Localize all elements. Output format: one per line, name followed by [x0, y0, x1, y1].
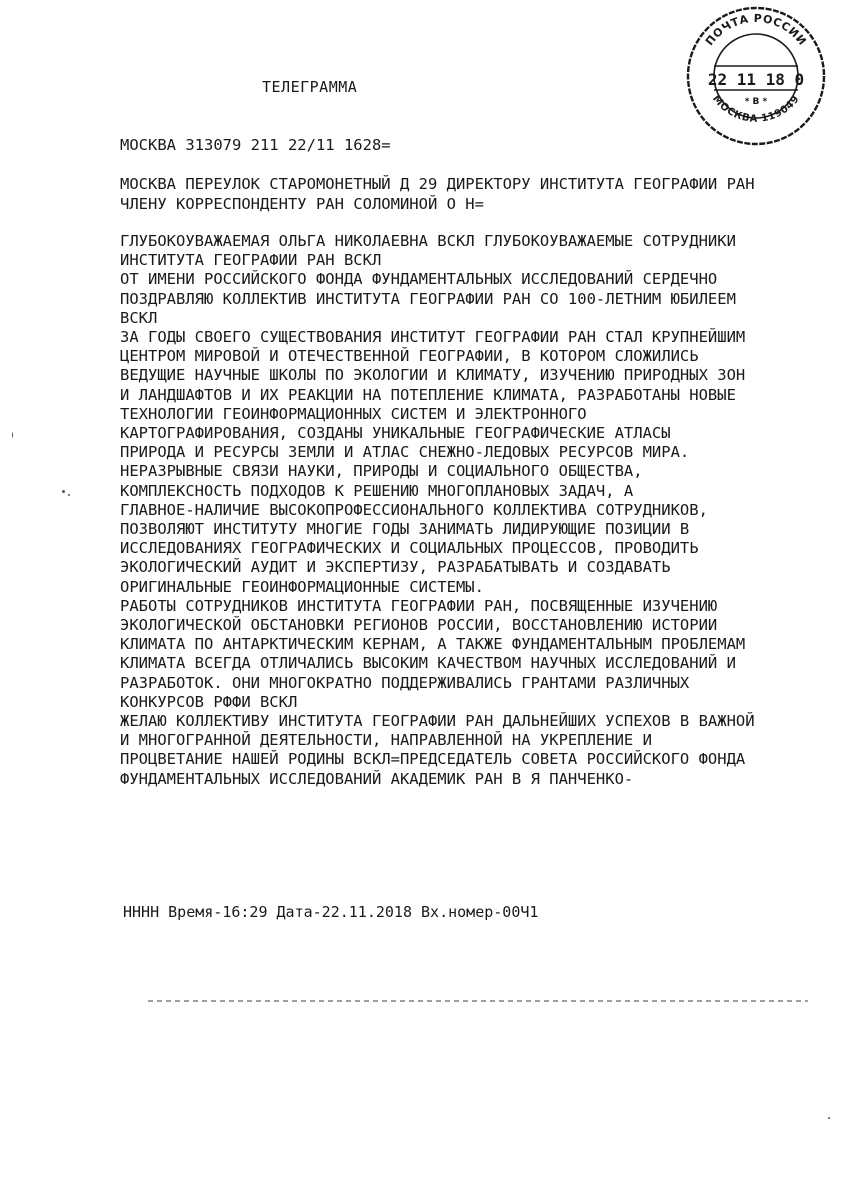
postal-stamp-icon	[684, 4, 828, 148]
telegram-footer: НННН Время-16:29 Дата-22.11.2018 Вх.номер-00Ч1	[123, 903, 539, 921]
body-line: КОМПЛЕКСНОСТЬ ПОДХОДОВ К РЕШЕНИЮ МНОГОПЛАНОВЫХ ЗАДАЧ, А	[120, 481, 634, 500]
body-line: ИССЛЕДОВАНИЯХ ГЕОГРАФИЧЕСКИХ И СОЦИАЛЬНЫХ ПРОЦЕССОВ, ПРОВОДИТЬ	[120, 539, 699, 558]
scan-speck	[62, 490, 65, 493]
body-line: ПРИРОДА И РЕСУРСЫ ЗЕМЛИ И АТЛАС СНЕЖНО-ЛЕДОВЫХ РЕСУРСОВ МИРА.	[120, 443, 690, 462]
body-line: ЖЕЛАЮ КОЛЛЕКТИВУ ИНСТИТУТА ГЕОГРАФИИ РАН ДАЛЬНЕЙШИХ УСПЕХОВ В ВАЖНОЙ	[120, 712, 755, 731]
body-line: ЦЕНТРОМ МИРОВОЙ И ОТЕЧЕСТВЕННОЙ ГЕОГРАФИИ, В КОТОРОМ СЛОЖИЛИСЬ	[120, 347, 699, 366]
body-line: КЛИМАТА ВСЕГДА ОТЛИЧАЛИСЬ ВЫСОКИМ КАЧЕСТВОМ НАУЧНЫХ ИССЛЕДОВАНИЙ И	[120, 654, 736, 673]
telegram-header: МОСКВА 313079 211 22/11 1628=	[120, 136, 391, 154]
body-line: ОТ ИМЕНИ РОССИЙСКОГО ФОНДА ФУНДАМЕНТАЛЬНЫХ ИССЛЕДОВАНИЙ СЕРДЕЧНО	[120, 270, 718, 289]
body-line: ИНСТИТУТА ГЕОГРАФИИ РАН ВСКЛ	[120, 251, 382, 270]
scan-speck	[828, 1117, 830, 1119]
stamp-mark: * В *	[744, 97, 768, 107]
body-line: И МНОГОГРАННОЙ ДЕЯТЕЛЬНОСТИ, НАПРАВЛЕННОЙ НА УКРЕПЛЕНИЕ И	[120, 731, 652, 750]
body-line: НЕРАЗРЫВНЫЕ СВЯЗИ НАУКИ, ПРИРОДЫ И СОЦИАЛЬНОГО ОБЩЕСТВА,	[120, 462, 643, 481]
address-line-1: МОСКВА ПЕРЕУЛОК СТАРОМОНЕТНЫЙ Д 29 ДИРЕКТОРУ ИНСТИТУТА ГЕОГРАФИИ РАН	[120, 175, 755, 193]
body-line: ФУНДАМЕНТАЛЬНЫХ ИССЛЕДОВАНИЙ АКАДЕМИК РАН В Я ПАНЧЕНКО-	[120, 769, 634, 788]
telegram-body	[120, 232, 755, 789]
body-line: РАЗРАБОТОК. ОНИ МНОГОКРАТНО ПОДДЕРЖИВАЛИСЬ ГРАНТАМИ РАЗЛИЧНЫХ	[120, 673, 690, 692]
body-line: КОНКУРСОВ РФФИ ВСКЛ	[120, 692, 298, 711]
body-line: ВЕДУЩИЕ НАУЧНЫЕ ШКОЛЫ ПО ЭКОЛОГИИ И КЛИМАТУ, ИЗУЧЕНИЮ ПРИРОДНЫХ ЗОН	[120, 366, 746, 385]
body-line: КАРТОГРАФИРОВАНИЯ, СОЗДАНЫ УНИКАЛЬНЫЕ ГЕОГРАФИЧЕСКИЕ АТЛАСЫ	[120, 424, 671, 443]
body-line: ЭКОЛОГИЧЕСКИЙ АУДИТ И ЭКСПЕРТИЗУ, РАЗРАБАТЫВАТЬ И СОЗДАВАТЬ	[120, 558, 671, 577]
svg-text:ПОЧТА РОССИИ	[703, 12, 809, 48]
document-title: ТЕЛЕГРАММА	[262, 78, 358, 96]
body-line: КЛИМАТА ПО АНТАРКТИЧЕСКИМ КЕРНАМ, А ТАКЖЕ ФУНДАМЕНТАЛЬНЫМ ПРОБЛЕМАМ	[120, 635, 746, 654]
address-line-2: ЧЛЕНУ КОРРЕСПОНДЕНТУ РАН СОЛОМИНОЙ О Н=	[120, 195, 484, 213]
stamp-top-text: ПОЧТА РОССИИ	[702, 11, 810, 49]
body-line: ГЛАВНОЕ-НАЛИЧИЕ ВЫСОКОПРОФЕССИОНАЛЬНОГО КОЛЛЕКТИВА СОТРУДНИКОВ,	[120, 500, 708, 519]
body-line: И ЛАНДШАФТОВ И ИХ РЕАКЦИИ НА ПОТЕПЛЕНИЕ КЛИМАТА, РАЗРАБОТАНЫ НОВЫЕ	[120, 385, 736, 404]
body-line: ПОЗВОЛЯЮТ ИНСТИТУТУ МНОГИЕ ГОДЫ ЗАНИМАТЬ ЛИДИРУЮЩИЕ ПОЗИЦИИ В	[120, 520, 690, 539]
body-line: ПОЗДРАВЛЯЮ КОЛЛЕКТИВ ИНСТИТУТА ГЕОГРАФИИ РАН СО 100-ЛЕТНИМ ЮБИЛЕЕМ	[120, 289, 736, 308]
body-line: ТЕХНОЛОГИИ ГЕОИНФОРМАЦИОННЫХ СИСТЕМ И ЭЛЕКТРОННОГО	[120, 404, 587, 423]
stamp-bottom-text: МОСКВА 119049	[710, 93, 802, 125]
body-line: ГЛУБОКОУВАЖАЕМАЯ ОЛЬГА НИКОЛАЕВНА ВСКЛ ГЛУБОКОУВАЖАЕМЫЕ СОТРУДНИКИ	[120, 232, 736, 250]
separator-line	[148, 1000, 808, 1002]
scan-speck	[12, 432, 13, 438]
body-line: ПРОЦВЕТАНИЕ НАШЕЙ РОДИНЫ ВСКЛ=ПРЕДСЕДАТЕЛЬ СОВЕТА РОССИЙСКОГО ФОНДА	[120, 750, 746, 769]
body-line: РАБОТЫ СОТРУДНИКОВ ИНСТИТУТА ГЕОГРАФИИ РАН, ПОСВЯЩЕННЫЕ ИЗУЧЕНИЮ	[120, 596, 718, 615]
body-line: ЗА ГОДЫ СВОЕГО СУЩЕСТВОВАНИЯ ИНСТИТУТ ГЕОГРАФИИ РАН СТАЛ КРУПНЕЙШИМ	[120, 328, 746, 347]
body-line: ЭКОЛОГИЧЕСКОЙ ОБСТАНОВКИ РЕГИОНОВ РОССИИ, ВОССТАНОВЛЕНИЮ ИСТОРИИ	[120, 616, 718, 635]
stamp-date: 22 11 18 0	[707, 70, 805, 89]
body-line: ВСКЛ	[120, 308, 158, 327]
scan-speck	[68, 494, 70, 496]
body-line: ОРИГИНАЛЬНЫЕ ГЕОИНФОРМАЦИОННЫЕ СИСТЕМЫ.	[120, 577, 484, 596]
